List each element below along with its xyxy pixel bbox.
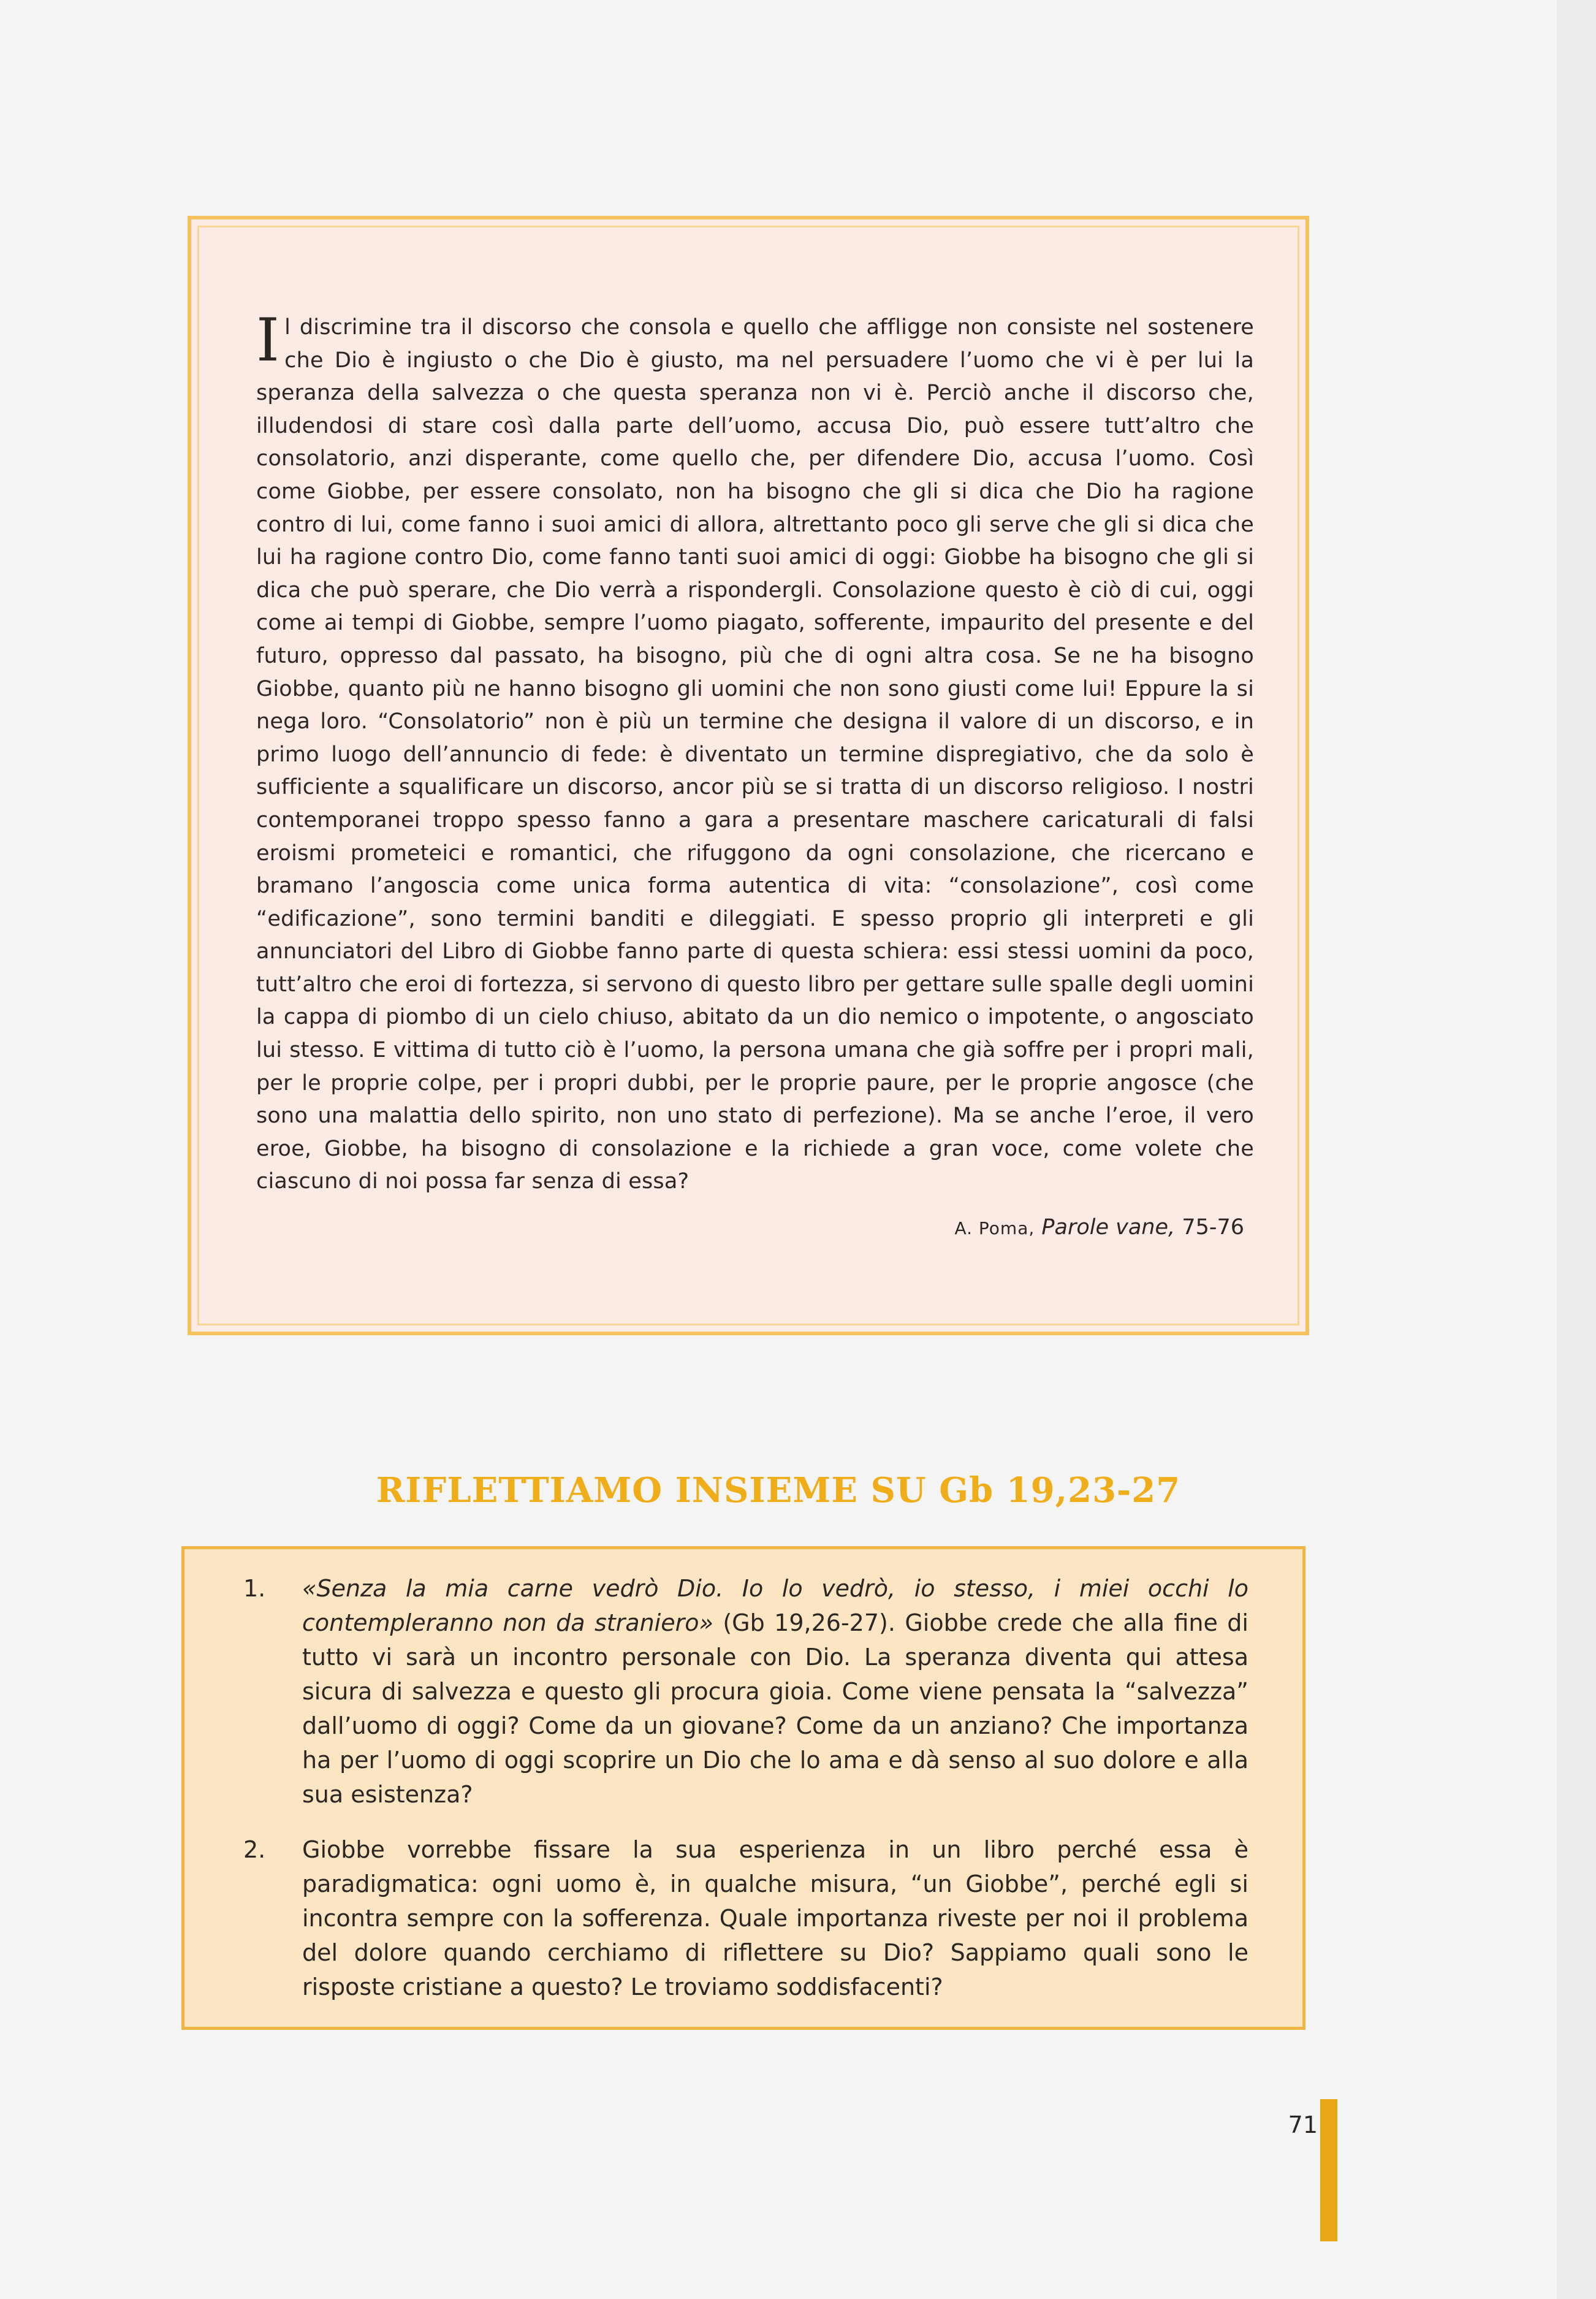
drop-cap: I — [256, 306, 280, 375]
question-quote: «Senza la mia carne vedrò Dio. Io lo vedrò, io stesso, i miei occhi lo contempleranno non da straniero» — [302, 1575, 1248, 1636]
question-item — [243, 1571, 1248, 1812]
quote-body: l discrimine tra il discorso che consola e quello che affligge non consiste nel sostenere che Dio è ingiusto o che Dio è giusto, ma nel persuadere l’uomo che vi è per lui la speranza della salvezza o che questa speranza non vi è. Perciò anche il discorso che, illudendosi di stare così dalla parte dell’uomo, accusa Dio, può essere tutt’altro che consolatorio, anzi disperante, come quello che, per difendere Dio, accusa l’uomo. Così come Giobbe, per essere consolato, non ha bisogno che gli si dica che Dio ha ragione contro di lui, come fanno i suoi amici di allora, altrettanto poco gli serve che gli si dica che lui ha ragione contro Dio, come fanno tanti suoi amici di oggi: Giobbe ha bisogno che gli si dica che può sperare, che Dio verrà a rispondergli. Consolazione questo è ciò di cui, oggi come ai tempi di Giobbe, sempre l’uomo piagato, sofferente, impaurito del presente e del futuro, oppresso dal passato, ha bisogno, più che di ogni altra cosa. Se ne ha bisogno Giobbe, quanto più ne hanno bisogno gli uomini che non sono giusti come lui! Eppure la si nega loro. “Consolatorio” non è più un termine che designa il valore di un discorso, e in primo luogo dell’annuncio di fede: è diventato un termine dispregiativo, che da solo è sufficiente a squalificare un discorso, ancor più se si tratta di un discorso religioso. I nostri contemporanei troppo spesso fanno a gara a presentare maschere caricaturali di falsi eroismi prometeici e romantici, che rifuggono da ogni consolazione, che ricercano e bramano l’angoscia come unica forma autentica di vita: “consolazione”, così come “edificazione”, sono termini banditi e dileggiati. E spesso proprio gli interpreti e gli annunciatori del Libro di Giobbe fanno parte di questa schiera: essi stessi uomini da poco, tutt’altro che eroi di fortezza, si servono di questo libro per gettare sulle spalle degli uomini la cappa di piombo di un cielo chiuso, abitato da un dio nemico o impotente, o angosciato lui stesso. E vittima di tutto ciò è l’uomo, la persona umana che già soffre per i propri mali, per le proprie colpe, per i propri dubbi, per le proprie paure, per le proprie angosce (che sono una malattia dello spirito, non uno stato di perfezione). Ma se anche l’eroe, il vero eroe, Giobbe, ha bisogno di consolazione e la richiede a gran voce, come volete che ciascuno di noi possa far senza di essa? — [256, 315, 1254, 1194]
quote-text — [256, 306, 1254, 1199]
question-number: 1. — [243, 1575, 266, 1602]
citation-work: Parole vane, — [1041, 1215, 1176, 1240]
page-edge-shadow — [1557, 0, 1596, 2299]
question-number: 2. — [243, 1836, 266, 1863]
page-number-bar — [1320, 2099, 1337, 2241]
citation-pages: 75-76 — [1182, 1215, 1244, 1240]
question-text: (Gb 19,26-27). Giobbe crede che alla fine di tutto vi sarà un incontro personale con Dio. La speranza diventa qui attesa sicura di salvezza e questo gli procura gioia. Come viene pensata la “salvezza” dall’uomo di oggi? Come da un giovane? Come da un anziano? Che importanza ha per l’uomo di oggi scoprire un Dio che lo ama e dà senso al suo dolore e alla sua esistenza? — [302, 1609, 1248, 1808]
citation-author: A. Poma, — [954, 1218, 1035, 1238]
quote-box — [188, 216, 1309, 1335]
question-body — [302, 1832, 1248, 2004]
question-item — [243, 1832, 1248, 2004]
section-heading: RIFLETTIAMO INSIEME SU Gb 19,23-27 — [376, 1470, 1181, 1511]
question-body — [302, 1571, 1248, 1812]
questions-box — [181, 1546, 1305, 2030]
question-text: Giobbe vorrebbe fissare la sua esperienza in un libro perché essa è paradigmatica: ogni uomo è, in qualche misura, “un Giobbe”, perché egli si incontra sempre con la sofferenza. Quale importanza riveste per noi il problema del dolore quando cerchiamo di riflettere su Dio? Sappiamo quali sono le risposte cristiane a questo? Le troviamo soddisfacenti? — [302, 1836, 1248, 2000]
page-number: 71 — [1288, 2111, 1318, 2138]
quote-citation — [954, 1215, 1244, 1240]
